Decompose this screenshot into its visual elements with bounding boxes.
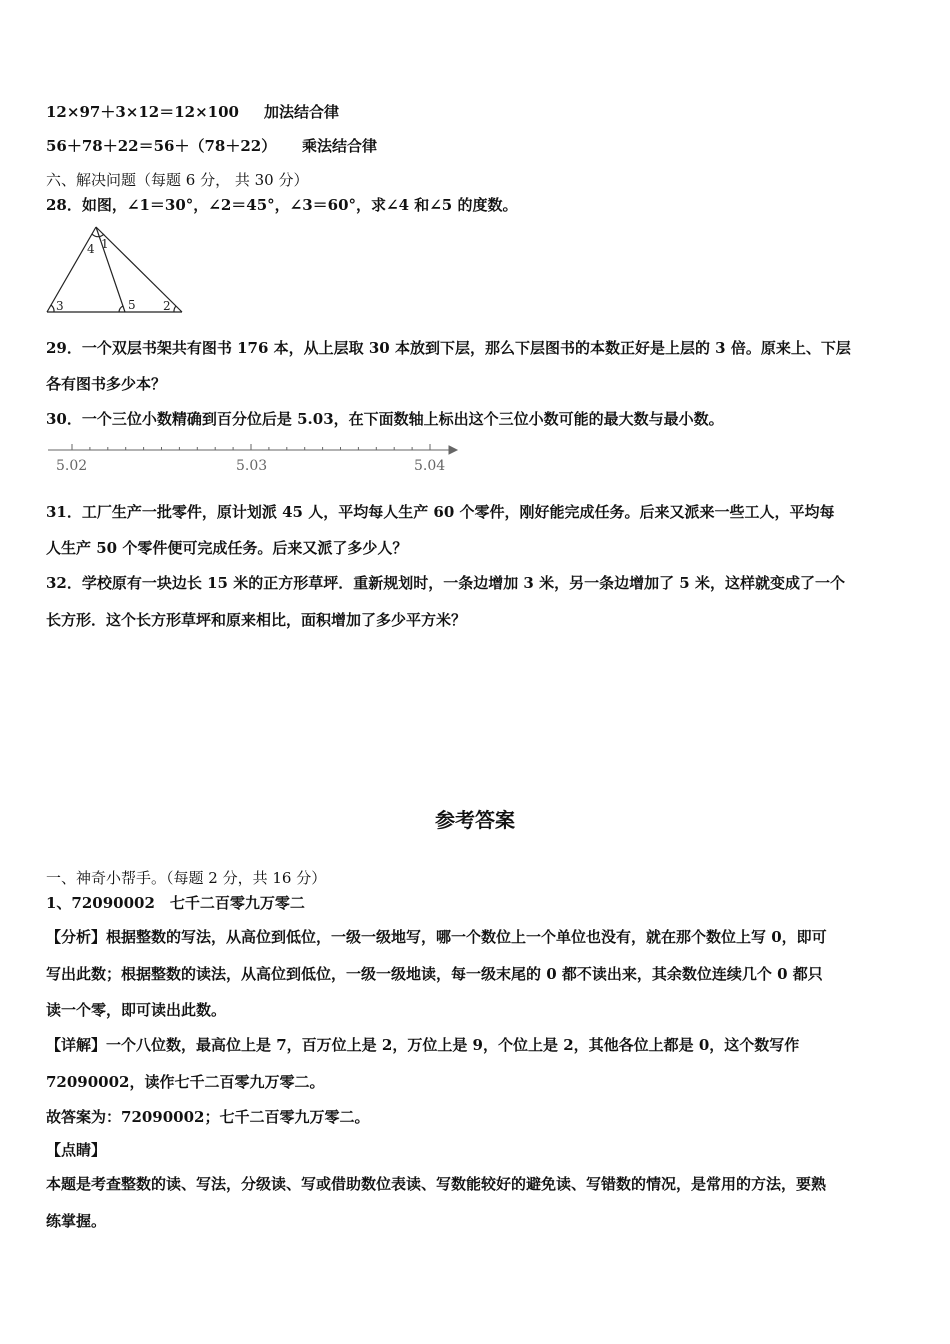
q32-line1: 32．学校原有一块边长 15 米的正方形草坪．重新规划时，一条边增加 3 米，另一条边增加了 5 米，这样就变成了一个 [46, 574, 845, 592]
angle-label-4: 4 [87, 242, 95, 256]
answer-1: 1、72090002 七千二百零九万零二 [46, 894, 305, 912]
axis-label-502: 5.02 [56, 458, 88, 474]
q32-line2: 长方形．这个长方形草坪和原来相比，面积增加了多少平方米？ [46, 611, 467, 629]
q28-text: 28．如图，∠1＝30°，∠2＝45°，∠3＝60°，求∠4 和∠5 的度数。 [46, 196, 518, 214]
angle-label-5: 5 [128, 298, 136, 312]
triangle-lines [47, 227, 182, 312]
angle-label-3: 3 [56, 299, 64, 313]
comment-line2: 练掌握。 [46, 1212, 107, 1230]
analysis-line3: 读一个零，即可读出此数。 [46, 1001, 227, 1019]
matching-law-2: 乘法结合律 [302, 137, 378, 155]
triangle-figure [40, 222, 190, 317]
q29-line2: 各有图书多少本？ [46, 375, 167, 393]
answers-section1: 一、神奇小帮手。（每题 2 分，共 16 分） [46, 869, 327, 887]
number-line-arrow [449, 446, 457, 454]
matching-expr-2: 56＋78＋22＝56＋（78＋22） [46, 137, 277, 155]
analysis-line1: 【分析】根据整数的写法，从高位到低位，一级一级地写，哪一个数位上一个单位也没有，就在那个数位上写 0，即可 [46, 928, 827, 946]
comment-heading: 【点睛】 [46, 1141, 107, 1159]
comment-line1: 本题是考查整数的读、写法，分级读、写或借助数位表读、写数能较好的避免读、写错数的情况，是常用的方法，要熟 [46, 1175, 827, 1193]
number-line-ticks [72, 444, 430, 450]
conclusion: 故答案为：72090002；七千二百零九万零二。 [46, 1108, 370, 1126]
answers-title: 参考答案 [435, 808, 515, 832]
number-line [44, 440, 464, 480]
angle-label-1: 1 [101, 237, 109, 251]
axis-label-503: 5.03 [236, 458, 268, 474]
angle-arc-3 [51, 305, 54, 312]
q30-text: 30．一个三位小数精确到百分位后是 5.03，在下面数轴上标出这个三位小数可能的最大数与最小数。 [46, 410, 724, 428]
q31-line2: 人生产 50 个零件便可完成任务。后来又派了多少人？ [46, 539, 408, 557]
angle-arc-5 [119, 306, 123, 312]
axis-label-504: 5.04 [414, 458, 446, 474]
detail-line2: 72090002，读作七千二百零九万零二。 [46, 1073, 325, 1091]
angle-label-2: 2 [163, 299, 171, 313]
q31-line1: 31．工厂生产一批零件，原计划派 45 人，平均每人生产 60 个零件，刚好能完成任务。后来又派来一些工人，平均每 [46, 503, 835, 521]
triangle-side-left [47, 227, 96, 312]
q29-line1: 29．一个双层书架共有图书 176 本，从上层取 30 本放到下层，那么下层图书的本数正好是上层的 3 倍。原来上、下层 [46, 339, 851, 357]
matching-expr-1: 12×97＋3×12＝12×100 [46, 103, 239, 121]
section6-heading: 六、解决问题（每题 6 分， 共 30 分） [46, 171, 309, 189]
angle-arc-2 [174, 306, 176, 312]
analysis-line2: 写出此数；根据整数的读法，从高位到低位，一级一级地读，每一级末尾的 0 都不读出来，其余数位连续几个 0 都只 [46, 965, 823, 983]
detail-line1: 【详解】一个八位数，最高位上是 7，百万位上是 2，万位上是 9，个位上是 2，其他各位上都是 0，这个数写作 [46, 1036, 800, 1054]
matching-law-1: 加法结合律 [264, 103, 340, 121]
